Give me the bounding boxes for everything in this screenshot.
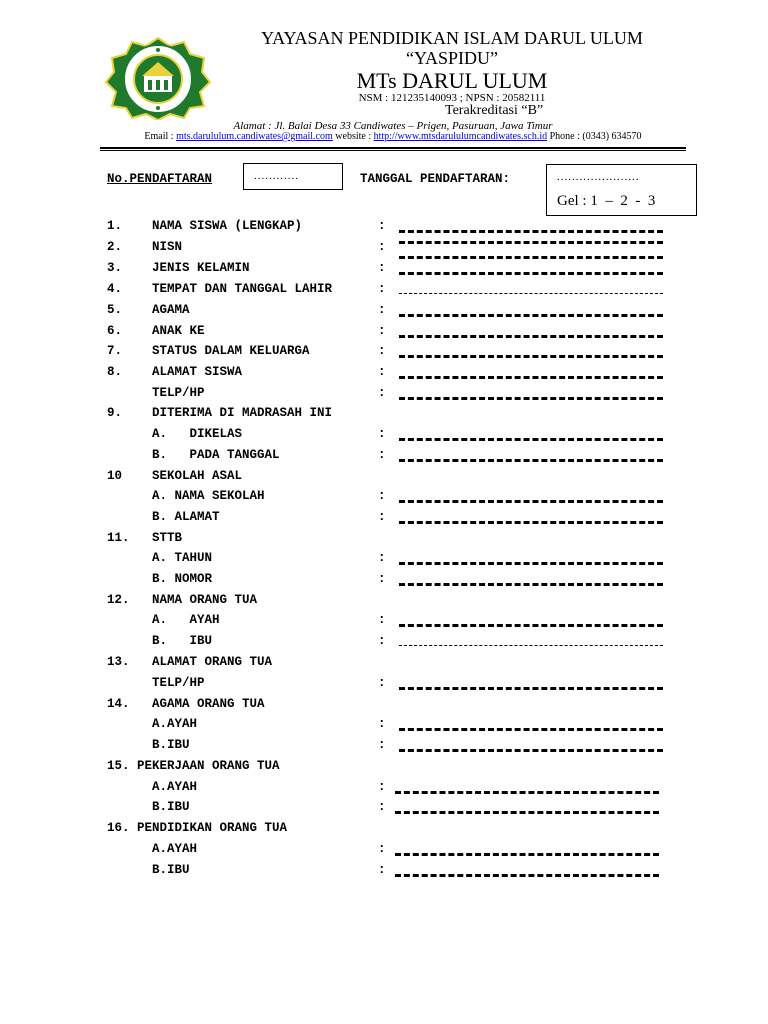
form-row-agama (0, 303, 768, 323)
row-label: AGAMA (152, 303, 190, 317)
row-label: A.AYAH (152, 842, 198, 856)
colon: : (378, 219, 386, 233)
form-row-telp-siswa (0, 386, 768, 406)
answer-line[interactable] (399, 583, 663, 586)
registration-number-placeholder: ............ (254, 170, 299, 182)
answer-line[interactable] (395, 811, 659, 814)
email-label: Email : (144, 131, 177, 142)
form-row-agama-ibu (0, 738, 768, 758)
row-label: B.IBU (152, 800, 190, 814)
row-label: ALAMAT SISWA (152, 365, 243, 379)
colon: : (378, 551, 386, 565)
row-label: STATUS DALAM KELUARGA (152, 344, 310, 358)
form-row-sekolah-asal (0, 469, 768, 489)
phone: Phone : (0343) 634570 (547, 131, 642, 142)
colon: : (378, 427, 386, 441)
colon: : (378, 448, 386, 462)
form-row-pendidikan-ayah (0, 842, 768, 862)
colon: : (378, 572, 386, 586)
answer-line[interactable] (399, 397, 663, 400)
answer-line[interactable] (399, 728, 663, 731)
answer-line[interactable] (399, 562, 663, 565)
colon: : (378, 780, 386, 794)
school-name: MTs DARUL ULUM (356, 68, 548, 93)
row-label: ANAK KE (152, 324, 205, 338)
school-ids: NSM : 121235140093 ; NPSN : 20582111 (358, 92, 546, 104)
answer-line[interactable] (399, 645, 663, 646)
row-label: A. NAMA SEKOLAH (152, 489, 265, 503)
row-label: B. ALAMAT (152, 510, 220, 524)
answer-line[interactable] (399, 230, 663, 233)
form-row-status-keluarga (0, 344, 768, 364)
row-number: 12. (107, 593, 130, 607)
form-row-pekerjaan-orang-tua (0, 759, 768, 779)
form-row-pendidikan-orang-tua (0, 821, 768, 841)
answer-line[interactable] (399, 314, 663, 317)
row-label: B. IBU (152, 634, 213, 648)
form-row-alamat-sekolah (0, 510, 768, 530)
colon: : (378, 365, 386, 379)
answer-line[interactable] (395, 791, 659, 794)
answer-line[interactable] (399, 335, 663, 338)
row-number: 3. (107, 261, 123, 275)
colon: : (378, 738, 386, 752)
form-row-tahun (0, 551, 768, 571)
row-label: NISN (152, 240, 183, 254)
colon: : (378, 863, 386, 877)
row-number: 13. (107, 655, 130, 669)
colon: : (378, 344, 386, 358)
colon: : (378, 800, 386, 814)
row-number: 6. (107, 324, 123, 338)
colon: : (378, 510, 386, 524)
form-row-pekerjaan-ibu (0, 800, 768, 820)
colon: : (378, 386, 386, 400)
form-row-ttl (0, 282, 768, 302)
email-link[interactable]: mts.darululum.candiwates@gmail.com (176, 131, 333, 142)
colon: : (378, 303, 386, 317)
row-label: A. DIKELAS (152, 427, 243, 441)
website-label: website : (332, 131, 374, 142)
row-label: STTB (152, 531, 183, 545)
form-row-telp-orang-tua (0, 676, 768, 696)
colon: : (378, 489, 386, 503)
answer-line[interactable] (399, 272, 663, 275)
school-logo (104, 36, 212, 120)
answer-line[interactable] (399, 687, 663, 690)
colon: : (378, 613, 386, 627)
row-label: NAMA ORANG TUA (152, 593, 258, 607)
colon: : (378, 634, 386, 648)
answer-line[interactable] (399, 500, 663, 503)
answer-line[interactable] (399, 376, 663, 379)
colon: : (378, 261, 386, 275)
colon: : (378, 240, 386, 254)
row-label: SEKOLAH ASAL (152, 469, 243, 483)
row-label: TELP/HP (152, 386, 205, 400)
row-label: TEMPAT DAN TANGGAL LAHIR (152, 282, 333, 296)
row-label: B.IBU (152, 863, 190, 877)
colon: : (378, 676, 386, 690)
row-number: 5. (107, 303, 123, 317)
wave-options: Gel : 1 – 2 - 3 (557, 193, 656, 209)
form-row-diterima (0, 406, 768, 426)
answer-line[interactable] (399, 459, 663, 462)
foundation-acronym: “YASPIDU” (406, 48, 498, 68)
form-row-nomor (0, 572, 768, 592)
answer-line[interactable] (395, 853, 659, 856)
answer-line[interactable] (399, 355, 663, 358)
accreditation: Terakreditasi “B” (445, 103, 544, 118)
row-label: DITERIMA DI MADRASAH INI (152, 406, 333, 420)
form-row-nama-siswa (0, 219, 768, 239)
form-row-nama-orang-tua (0, 593, 768, 613)
row-number: 10 (107, 469, 123, 483)
form-row-agama-ayah (0, 717, 768, 737)
row-number: 14. (107, 697, 130, 711)
row-number: 11. (107, 531, 130, 545)
answer-line[interactable] (399, 438, 663, 441)
form-row-pada-tanggal (0, 448, 768, 468)
row-label: B.IBU (152, 738, 190, 752)
colon: : (378, 842, 386, 856)
row-label: A.AYAH (152, 780, 198, 794)
form-row-nama-sekolah (0, 489, 768, 509)
row-label: A.AYAH (152, 717, 198, 731)
row-label: 15. PEKERJAAN ORANG TUA (107, 759, 280, 773)
row-label: A. TAHUN (152, 551, 213, 565)
form-row-pendidikan-ibu (0, 863, 768, 883)
form-row-jenis-kelamin (0, 261, 768, 281)
header-divider (100, 147, 686, 151)
row-number: 7. (107, 344, 123, 358)
row-label: JENIS KELAMIN (152, 261, 250, 275)
form-row-agama-orang-tua (0, 697, 768, 717)
registration-date-label: TANGGAL PENDAFTARAN: (360, 172, 511, 186)
form-row-nisn (0, 240, 768, 260)
form-row-anak-ke (0, 324, 768, 344)
row-label: TELP/HP (152, 676, 205, 690)
form-row-dikelas (0, 427, 768, 447)
registration-number-label: No.PENDAFTARAN (107, 172, 213, 186)
answer-line[interactable] (399, 624, 663, 627)
row-number: 2. (107, 240, 123, 254)
row-label: NAMA SISWA (LENGKAP) (152, 219, 303, 233)
registration-number-field[interactable] (243, 163, 343, 190)
answer-line[interactable] (399, 293, 663, 294)
contact-line (100, 131, 686, 142)
row-number: 9. (107, 406, 123, 420)
row-label: B. NOMOR (152, 572, 213, 586)
row-number: 1. (107, 219, 123, 233)
answer-line[interactable] (399, 521, 663, 524)
answer-line[interactable] (399, 256, 663, 259)
row-label: AGAMA ORANG TUA (152, 697, 265, 711)
form-row-pekerjaan-ayah (0, 780, 768, 800)
form-row-sttb (0, 531, 768, 551)
school-address: Alamat : Jl. Balai Desa 33 Candiwates – Prigen, Pasuruan, Jawa Timur (233, 120, 553, 132)
row-number: 4. (107, 282, 123, 296)
row-label: B. PADA TANGGAL (152, 448, 280, 462)
answer-line[interactable] (395, 874, 659, 877)
colon: : (378, 717, 386, 731)
foundation-name: YAYASAN PENDIDIKAN ISLAM DARUL ULUM (261, 28, 643, 48)
form-row-nama-ayah (0, 613, 768, 633)
registration-date-field[interactable] (546, 164, 697, 216)
row-label: ALAMAT ORANG TUA (152, 655, 273, 669)
row-label: 16. PENDIDIKAN ORANG TUA (107, 821, 288, 835)
form-row-nama-ibu (0, 634, 768, 654)
form-row-alamat-orang-tua (0, 655, 768, 675)
answer-line[interactable] (399, 749, 663, 752)
form-row-alamat-siswa (0, 365, 768, 385)
registration-date-placeholder: ...................... (557, 171, 640, 183)
colon: : (378, 282, 386, 296)
row-number: 8. (107, 365, 123, 379)
colon: : (378, 324, 386, 338)
website-link[interactable]: http://www.mtsdarululumcandiwates.sch.id (373, 131, 548, 142)
row-label: A. AYAH (152, 613, 220, 627)
